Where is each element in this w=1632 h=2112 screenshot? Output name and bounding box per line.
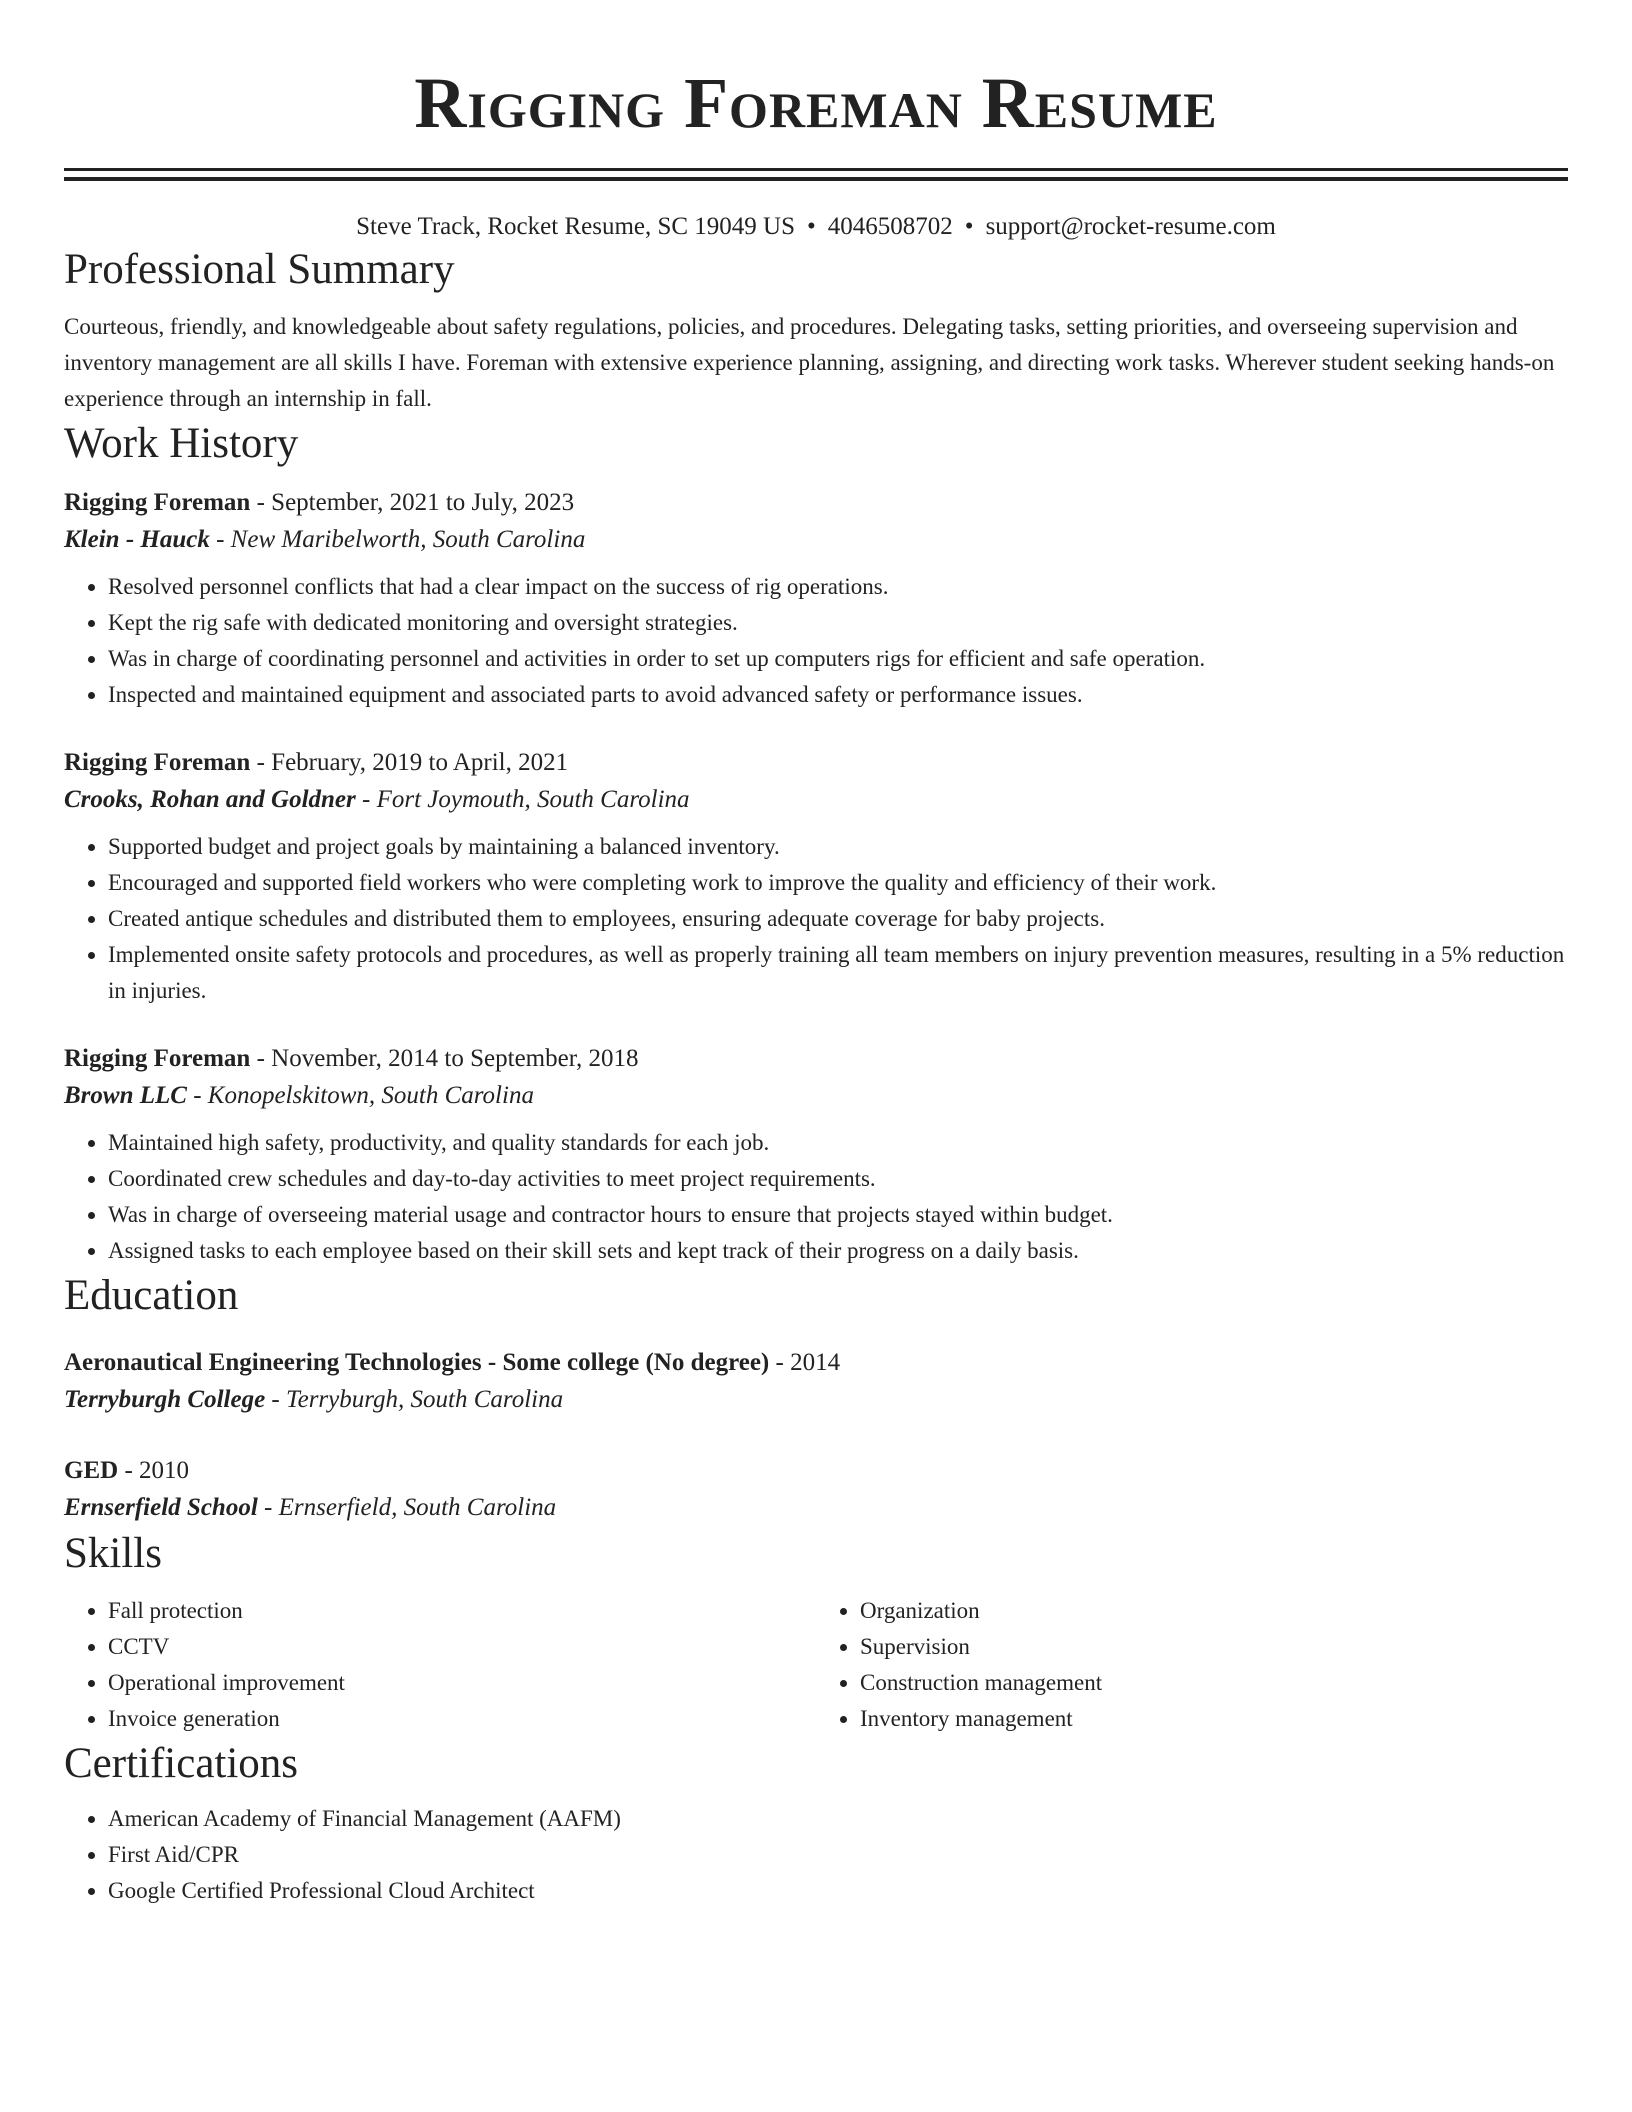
job-title-line [64, 745, 1568, 781]
summary-heading: Professional Summary [64, 246, 455, 293]
school-location: - Terryburgh, South Carolina [265, 1386, 564, 1413]
job-location: - New Maribelworth, South Carolina [209, 526, 586, 553]
school-name: Terryburgh College [64, 1386, 266, 1413]
contact-phone: 4046508702 [827, 213, 953, 240]
skill-item: • Supervision [860, 1629, 1568, 1665]
job-title: Rigging Foreman [64, 1045, 251, 1072]
job-title-line [64, 485, 1568, 521]
skills-grid [64, 1593, 1568, 1737]
job-duty: • Kept the rig safe with dedicated monitoring and oversight strategies. [108, 605, 1568, 641]
contact-email: support@rocket-resume.com [985, 213, 1276, 240]
job-duty: • Encouraged and supported field workers who were completing work to improve the quality and efficiency of their work. [108, 865, 1568, 901]
job-entry [64, 745, 1568, 1009]
job-duty: • Assigned tasks to each employee based on their skill sets and kept track of their progress on a daily basis. [108, 1233, 1568, 1269]
job-duty: • Created antique schedules and distributed them to employees, ensuring adequate coverage for baby projects. [108, 901, 1568, 937]
work-history-heading: Work History [64, 420, 299, 467]
job-duty: • Was in charge of overseeing material usage and contractor hours to ensure that projects stayed within budget. [108, 1197, 1568, 1233]
job-duty: • Implemented onsite safety protocols and procedures, as well as properly training all team members on injury prevention measures, resulting in a 5% reduction in injuries. [108, 937, 1568, 1009]
resume-title: Rigging Foreman Resume [414, 63, 1218, 143]
education-heading: Education [64, 1272, 239, 1319]
contact-line [64, 211, 1568, 243]
school-location: - Ernserfield, South Carolina [257, 1494, 557, 1521]
job-dates: - September, 2021 to July, 2023 [250, 489, 575, 516]
job-title: Rigging Foreman [64, 749, 251, 776]
skills-heading: Skills [64, 1530, 162, 1577]
title-divider [64, 168, 1568, 181]
summary-text: Courteous, friendly, and knowledgeable about safety regulations, policies, and procedures. Delegating tasks, setting priorities, and overseeing supervision and inventory management are all skills I have. Foreman with extensive experience planning, assigning, and directing work tasks. Wherever student seeking hands-on experience through an internship in fall. [64, 314, 1555, 411]
degree-name: Aeronautical Engineering Technologies - Some college (No degree) [64, 1349, 770, 1376]
certification-item: • Google Certified Professional Cloud Architect [108, 1873, 1568, 1909]
job-title: Rigging Foreman [64, 489, 251, 516]
certification-item: • First Aid/CPR [108, 1837, 1568, 1873]
education-entry [64, 1453, 1568, 1527]
job-company-line [64, 1077, 1568, 1115]
degree-line [64, 1453, 1568, 1489]
skill-item: • Organization [860, 1593, 1568, 1629]
contact-address: Steve Track, Rocket Resume, SC 19049 US [356, 213, 796, 240]
school-line [64, 1489, 1568, 1527]
skills-list-left [64, 1593, 816, 1737]
job-duty: • Resolved personnel conflicts that had a clear impact on the success of rig operations. [108, 569, 1568, 605]
job-company: Klein - Hauck [64, 526, 210, 553]
job-duty: • Inspected and maintained equipment and associated parts to avoid advanced safety or performance issues. [108, 677, 1568, 713]
certification-item: • American Academy of Financial Management (AAFM) [108, 1801, 1568, 1837]
job-company-line [64, 781, 1568, 819]
school-name: Ernserfield School [64, 1494, 258, 1521]
certifications-heading: Certifications [64, 1740, 299, 1787]
skill-item: • Fall protection [108, 1593, 816, 1629]
job-duty: • Maintained high safety, productivity, and quality standards for each job. [108, 1125, 1568, 1161]
job-location: - Konopelskitown, South Carolina [186, 1082, 534, 1109]
degree-name: GED [64, 1457, 119, 1484]
job-duty: • Was in charge of coordinating personnel and activities in order to set up computers rigs for efficient and safe operation. [108, 641, 1568, 677]
job-duty: • Coordinated crew schedules and day-to-day activities to meet project requirements. [108, 1161, 1568, 1197]
job-company: Crooks, Rohan and Goldner [64, 786, 356, 813]
job-company: Brown LLC [64, 1082, 187, 1109]
job-location: - Fort Joymouth, South Carolina [355, 786, 690, 813]
job-entry [64, 485, 1568, 713]
job-dates: - November, 2014 to September, 2018 [250, 1045, 639, 1072]
skill-item: • Operational improvement [108, 1665, 816, 1701]
skill-item: • Invoice generation [108, 1701, 816, 1737]
job-duty: • Supported budget and project goals by maintaining a balanced inventory. [108, 829, 1568, 865]
education-entry [64, 1345, 1568, 1419]
skills-list-right [816, 1593, 1568, 1737]
degree-year: - 2010 [118, 1457, 190, 1484]
job-duties-list [64, 569, 1568, 713]
contact-separator: • [964, 213, 974, 240]
skill-item: • Construction management [860, 1665, 1568, 1701]
certifications-list [64, 1801, 1568, 1909]
degree-year: - 2014 [769, 1349, 841, 1376]
job-duties-list [64, 829, 1568, 1009]
skill-item: • CCTV [108, 1629, 816, 1665]
skill-item: • Inventory management [860, 1701, 1568, 1737]
resume-page [64, 0, 1568, 1909]
job-entry [64, 1041, 1568, 1269]
degree-line [64, 1345, 1568, 1381]
job-duties-list [64, 1125, 1568, 1269]
job-company-line [64, 521, 1568, 559]
job-dates: - February, 2019 to April, 2021 [250, 749, 569, 776]
school-line [64, 1381, 1568, 1419]
contact-separator: • [807, 213, 816, 240]
job-title-line [64, 1041, 1568, 1077]
